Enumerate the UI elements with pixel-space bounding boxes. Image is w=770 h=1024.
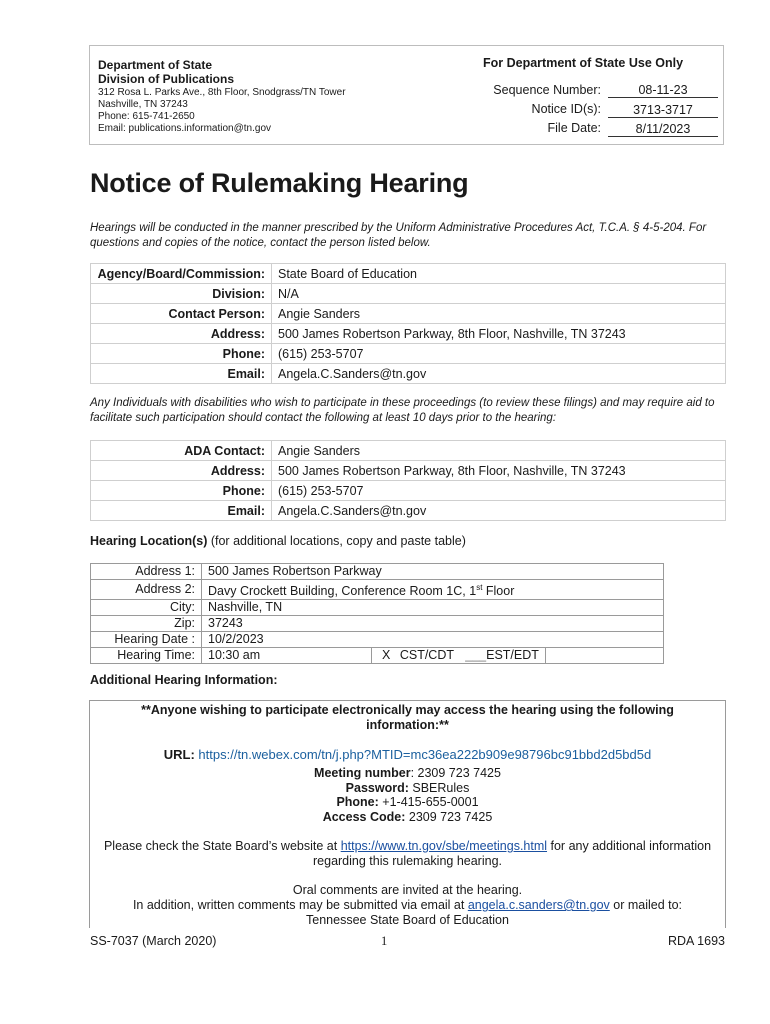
form-number: SS-7037 (March 2020)	[90, 934, 217, 948]
hearing-time-label: Hearing Time:	[91, 648, 202, 664]
written-post: or mailed to:	[609, 898, 683, 912]
ada-label: Address:	[91, 461, 272, 481]
hearing-location-title: Hearing Location(s)	[90, 534, 208, 548]
agency-row	[91, 264, 726, 284]
meeting-label: Meeting number	[314, 766, 411, 780]
sequence-label: Sequence Number:	[493, 83, 601, 97]
city-value: Nashville, TN	[202, 600, 664, 616]
agency-value: State Board of Education	[272, 264, 726, 284]
sbe-meetings-link[interactable]: https://www.tn.gov/sbe/meetings.html	[340, 839, 548, 853]
webex-url[interactable]: https://tn.webex.com/tn/j.php?MTID=mc36ea222b909e98796bc91bbd2d5bd5d	[198, 747, 652, 762]
password-line	[90, 781, 725, 795]
page-number: 1	[381, 934, 388, 948]
url-line	[90, 747, 725, 762]
dept-address-2: Nashville, TN 37243	[98, 99, 188, 110]
file-date-label: File Date:	[547, 121, 601, 135]
ada-row	[91, 481, 726, 501]
agency-value: 500 James Robertson Parkway, 8th Floor, Nashville, TN 37243	[272, 324, 726, 344]
ada-label: ADA Contact:	[91, 441, 272, 461]
check-post: for any additional information	[547, 839, 712, 853]
agency-value: (615) 253-5707	[272, 344, 726, 364]
rda-number: RDA 1693	[668, 934, 725, 948]
ada-row	[91, 501, 726, 521]
access-line	[90, 810, 725, 824]
dept-name: Department of State	[98, 58, 213, 72]
address2-tail: Floor	[482, 584, 515, 599]
dept-email: Email: publications.information@tn.gov	[98, 123, 272, 134]
electronic-line-1: **Anyone wishing to participate electronically may access the hearing using the following	[141, 703, 674, 717]
est-label: EST/EDT	[486, 648, 539, 663]
agency-label: Division:	[91, 284, 272, 304]
address2-label: Address 2:	[91, 580, 202, 600]
ada-table	[90, 440, 726, 521]
ada-value: (615) 253-5707	[272, 481, 726, 501]
meeting-line	[90, 766, 725, 780]
additional-info-box	[89, 700, 726, 928]
agency-table	[90, 263, 726, 384]
written-line	[90, 898, 725, 912]
sequence-value: 08-11-23	[608, 83, 718, 98]
city-label: City:	[91, 600, 202, 616]
agency-row	[91, 324, 726, 344]
hearing-time-value: 10:30 am	[202, 648, 372, 664]
oral-comments: Oral comments are invited at the hearing.	[292, 883, 523, 897]
address1-label: Address 1:	[91, 564, 202, 580]
cst-mark: X	[382, 648, 391, 663]
phone-label: Phone:	[336, 795, 379, 809]
ada-intro-text: Any Individuals with disabilities who wish to participate in these proceedings (to review these filings) and may require aid to facilitate such participation should contact the following at least 10 days prior to the hearing:	[90, 397, 715, 424]
agency-label: Phone:	[91, 344, 272, 364]
dept-address-1: 312 Rosa L. Parks Ave., 8th Floor, Snodgrass/TN Tower	[98, 87, 346, 98]
mail-to: Tennessee State Board of Education	[306, 913, 509, 927]
dept-phone: Phone: 615-741-2650	[98, 111, 195, 122]
notice-id-label: Notice ID(s):	[531, 102, 601, 116]
phone-value: +1-415-655-0001	[382, 795, 479, 809]
email-link[interactable]: angela.c.sanders@tn.gov	[467, 898, 610, 912]
agency-row	[91, 344, 726, 364]
zip-label: Zip:	[91, 616, 202, 632]
password-value: SBERules	[412, 781, 470, 795]
agency-row	[91, 364, 726, 384]
ada-label: Email:	[91, 501, 272, 521]
agency-row	[91, 284, 726, 304]
ada-label: Phone:	[91, 481, 272, 501]
notice-id-value: 3713-3717	[608, 103, 718, 118]
address2-sup: st	[476, 583, 483, 592]
division-name: Division of Publications	[98, 72, 235, 86]
check-line-2: regarding this rulemaking hearing.	[313, 854, 502, 868]
ada-value: Angela.C.Sanders@tn.gov	[272, 501, 726, 521]
check-pre: Please check the State Board’s website at	[103, 839, 341, 853]
timezone-blank	[546, 648, 664, 664]
phone-line	[90, 795, 725, 809]
meeting-number: : 2309 723 7425	[410, 766, 501, 780]
check-line	[90, 839, 725, 853]
page-title: Notice of Rulemaking Hearing	[90, 168, 469, 198]
ada-value: Angie Sanders	[272, 441, 726, 461]
zip-value: 37243	[202, 616, 664, 632]
agency-label: Address:	[91, 324, 272, 344]
access-label: Access Code:	[322, 810, 406, 824]
agency-value: N/A	[272, 284, 726, 304]
ada-row	[91, 461, 726, 481]
agency-row	[91, 304, 726, 324]
hearing-location-note: (for additional locations, copy and paste table)	[207, 534, 466, 548]
state-use-title: For Department of State Use Only	[483, 56, 684, 70]
hearing-location-heading	[90, 534, 466, 548]
ada-value: 500 James Robertson Parkway, 8th Floor, Nashville, TN 37243	[272, 461, 726, 481]
est-mark: ___	[465, 648, 487, 663]
electronic-line-2: information:**	[366, 718, 449, 732]
address2-cell	[202, 580, 664, 600]
timezone-cell	[372, 648, 546, 664]
written-pre: In addition, written comments may be submitted via email at	[132, 898, 468, 912]
header-box	[89, 45, 724, 145]
cst-label: CST/CDT	[399, 648, 454, 663]
additional-info-heading: Additional Hearing Information:	[90, 673, 278, 687]
address1-value: 500 James Robertson Parkway	[202, 564, 664, 580]
location-table	[90, 563, 664, 664]
ada-row	[91, 441, 726, 461]
agency-label: Agency/Board/Commission:	[91, 264, 272, 284]
agency-value: Angela.C.Sanders@tn.gov	[272, 364, 726, 384]
intro-text: Hearings will be conducted in the manner prescribed by the Uniform Administrative Procedures Act, T.C.A. § 4-5-204. For questions and copies of the notice, contact the person listed below.	[90, 222, 707, 249]
agency-value: Angie Sanders	[272, 304, 726, 324]
password-label: Password:	[345, 781, 409, 795]
hearing-date-value: 10/2/2023	[202, 632, 664, 648]
agency-label: Email:	[91, 364, 272, 384]
file-date-value: 8/11/2023	[608, 122, 718, 137]
access-value: 2309 723 7425	[408, 810, 493, 824]
agency-label: Contact Person:	[91, 304, 272, 324]
hearing-date-label: Hearing Date :	[91, 632, 202, 648]
url-label: URL:	[163, 747, 195, 762]
address2-value: Davy Crockett Building, Conference Room 1C, 1	[208, 584, 477, 599]
